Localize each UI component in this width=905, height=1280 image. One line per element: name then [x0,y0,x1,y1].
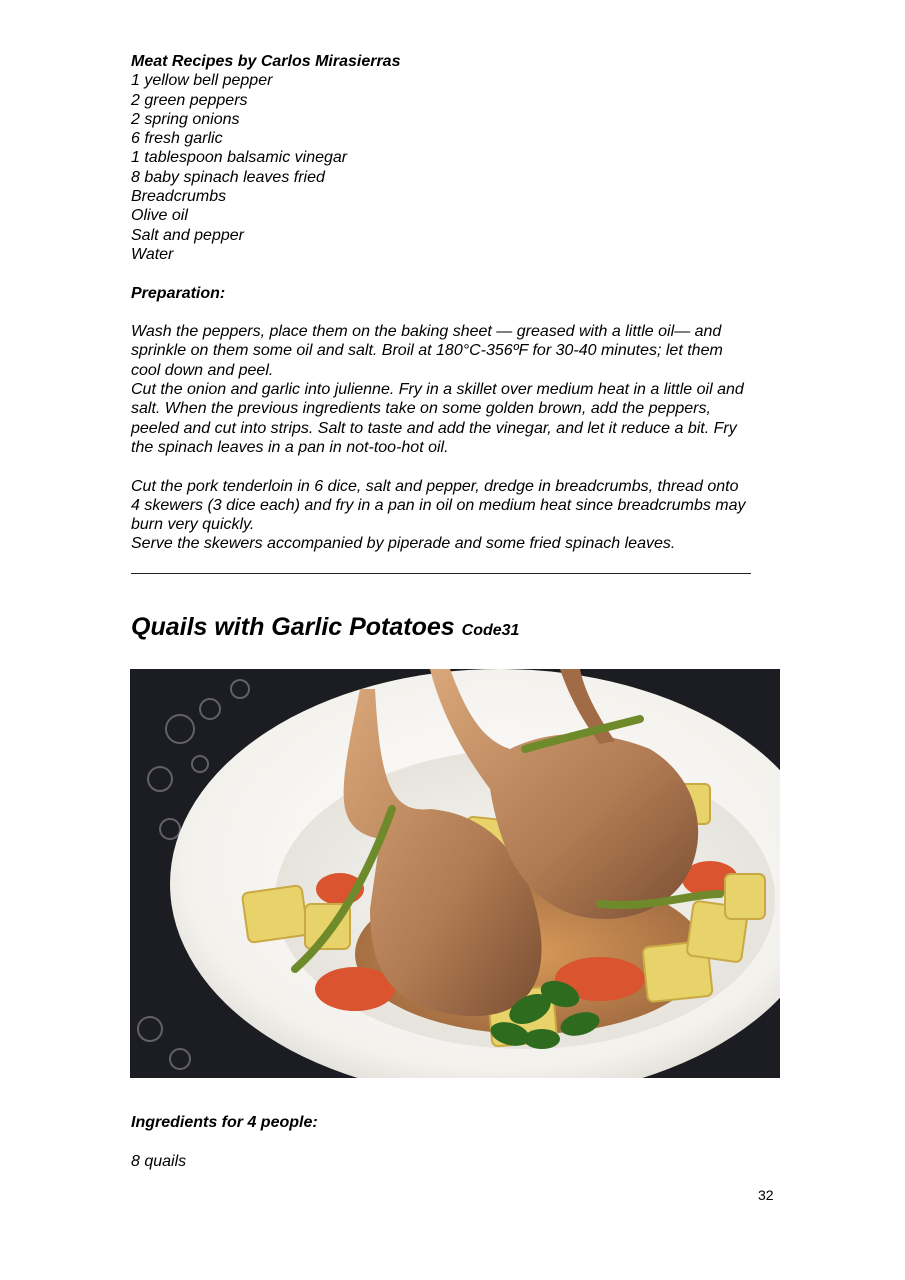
recipe-title-text: Quails with Garlic Potatoes [131,613,455,641]
dish-illustration [130,669,780,1078]
ingredient-item: 6 fresh garlic [131,130,223,148]
preparation-line: Cut the pork tenderloin in 6 dice, salt and pepper, dredge in breadcrumbs, thread onto [131,477,739,495]
ingredient-item: Breadcrumbs [131,188,227,206]
ingredient-item: 1 yellow bell pepper [131,72,273,90]
preparation-line: Serve the skewers accompanied by piperade and some fried spinach leaves. [131,535,676,553]
recipe-code: Code31 [461,622,520,639]
preparation-line: sprinkle on them some oil and salt. Broil at 180°C-356ºF for 30-40 minutes; let them [131,342,723,360]
ingredient-item: 1 tablespoon balsamic vinegar [131,149,348,167]
preparation-line: salt. When the previous ingredients take on some golden brown, add the peppers, [131,400,711,418]
ingredient-item: 2 spring onions [131,110,240,128]
ingredient-item: 2 green peppers [131,91,248,109]
page-number: 32 [758,1187,774,1203]
ingredient-list [131,71,781,264]
section-divider [131,573,751,574]
preparation-label: Preparation: [131,284,226,302]
ingredient-item: Salt and pepper [131,226,244,244]
preparation-line: cool down and peel. [131,361,274,379]
ingredient-item: 8 quails [131,1153,187,1170]
preparation-line: Cut the onion and garlic into julienne. Fry in a skillet over medium heat in a little oil and [131,381,744,399]
preparation-line: Wash the peppers, place them on the baking sheet — greased with a little oil— and [131,323,722,341]
ingredient-item: Olive oil [131,207,188,225]
recipe-title [131,613,519,642]
preparation-line: peeled and cut into strips. Salt to taste and add the vinegar, and let it reduce a bit. Fry [131,419,737,437]
dish-photo [130,669,780,1078]
preparation-paragraph-2 [131,477,781,554]
preparation-line: the spinach leaves in a pan in not-too-hot oil. [131,438,449,456]
ingredient-item: Water [131,245,174,263]
book-heading: Meat Recipes by Carlos Mirasierras [131,53,401,70]
ingredients-heading: Ingredients for 4 people: [131,1114,318,1131]
preparation-paragraph-1 [131,322,781,457]
ingredient-item: 8 baby spinach leaves fried [131,168,325,186]
preparation-line: 4 skewers (3 dice each) and fry in a pan in oil on medium heat since breadcrumbs may [131,496,746,514]
recipe-text-block [131,52,781,554]
preparation-line: burn very quickly. [131,516,255,534]
